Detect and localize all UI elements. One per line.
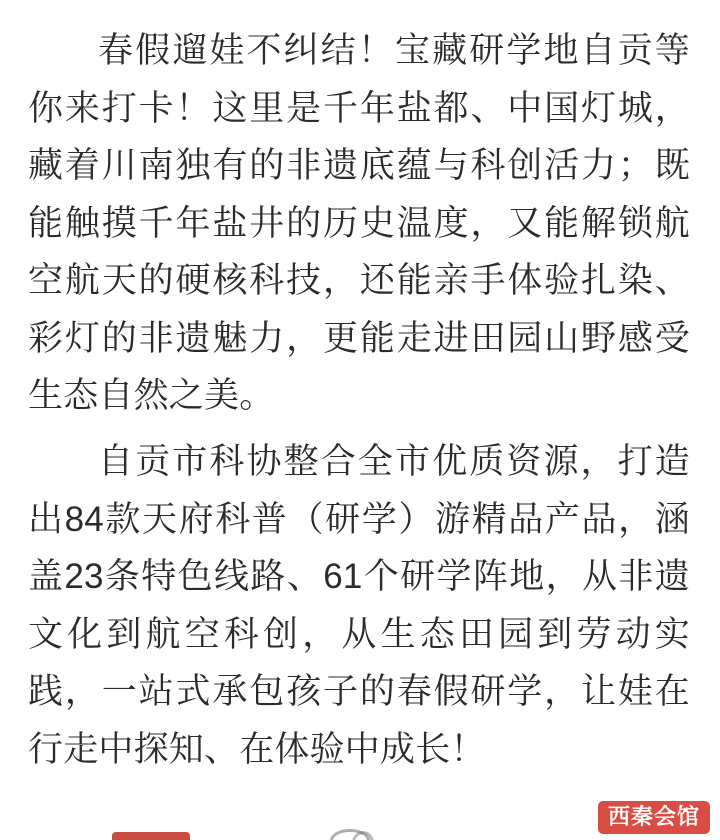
red-shape-fragment	[112, 832, 190, 840]
paragraph-2: 自贡市科协整合全市优质资源，打造出84款天府科普（研学）游精品产品，涵盖23条特色线路、61个研学阵地，从非遗文化到航空科创，从生态田园到劳动实践，一站式承包孩子的春假研学，让娃在行走中探知、在体验中成长！	[28, 441, 690, 769]
watermark-label: 西秦会馆	[598, 801, 710, 834]
watermark	[598, 801, 710, 834]
paragraph-1: 春假遛娃不纠结！宝藏研学地自贡等你来打卡！这里是千年盐都、中国灯城，藏着川南独有的非遗底蕴与科创活力；既能触摸千年盐井的历史温度，又能解锁航空航天的硬核科技，还能亲手体验扎染、彩灯的非遗魅力，更能走进田园山野感受生态自然之美。	[28, 31, 690, 416]
